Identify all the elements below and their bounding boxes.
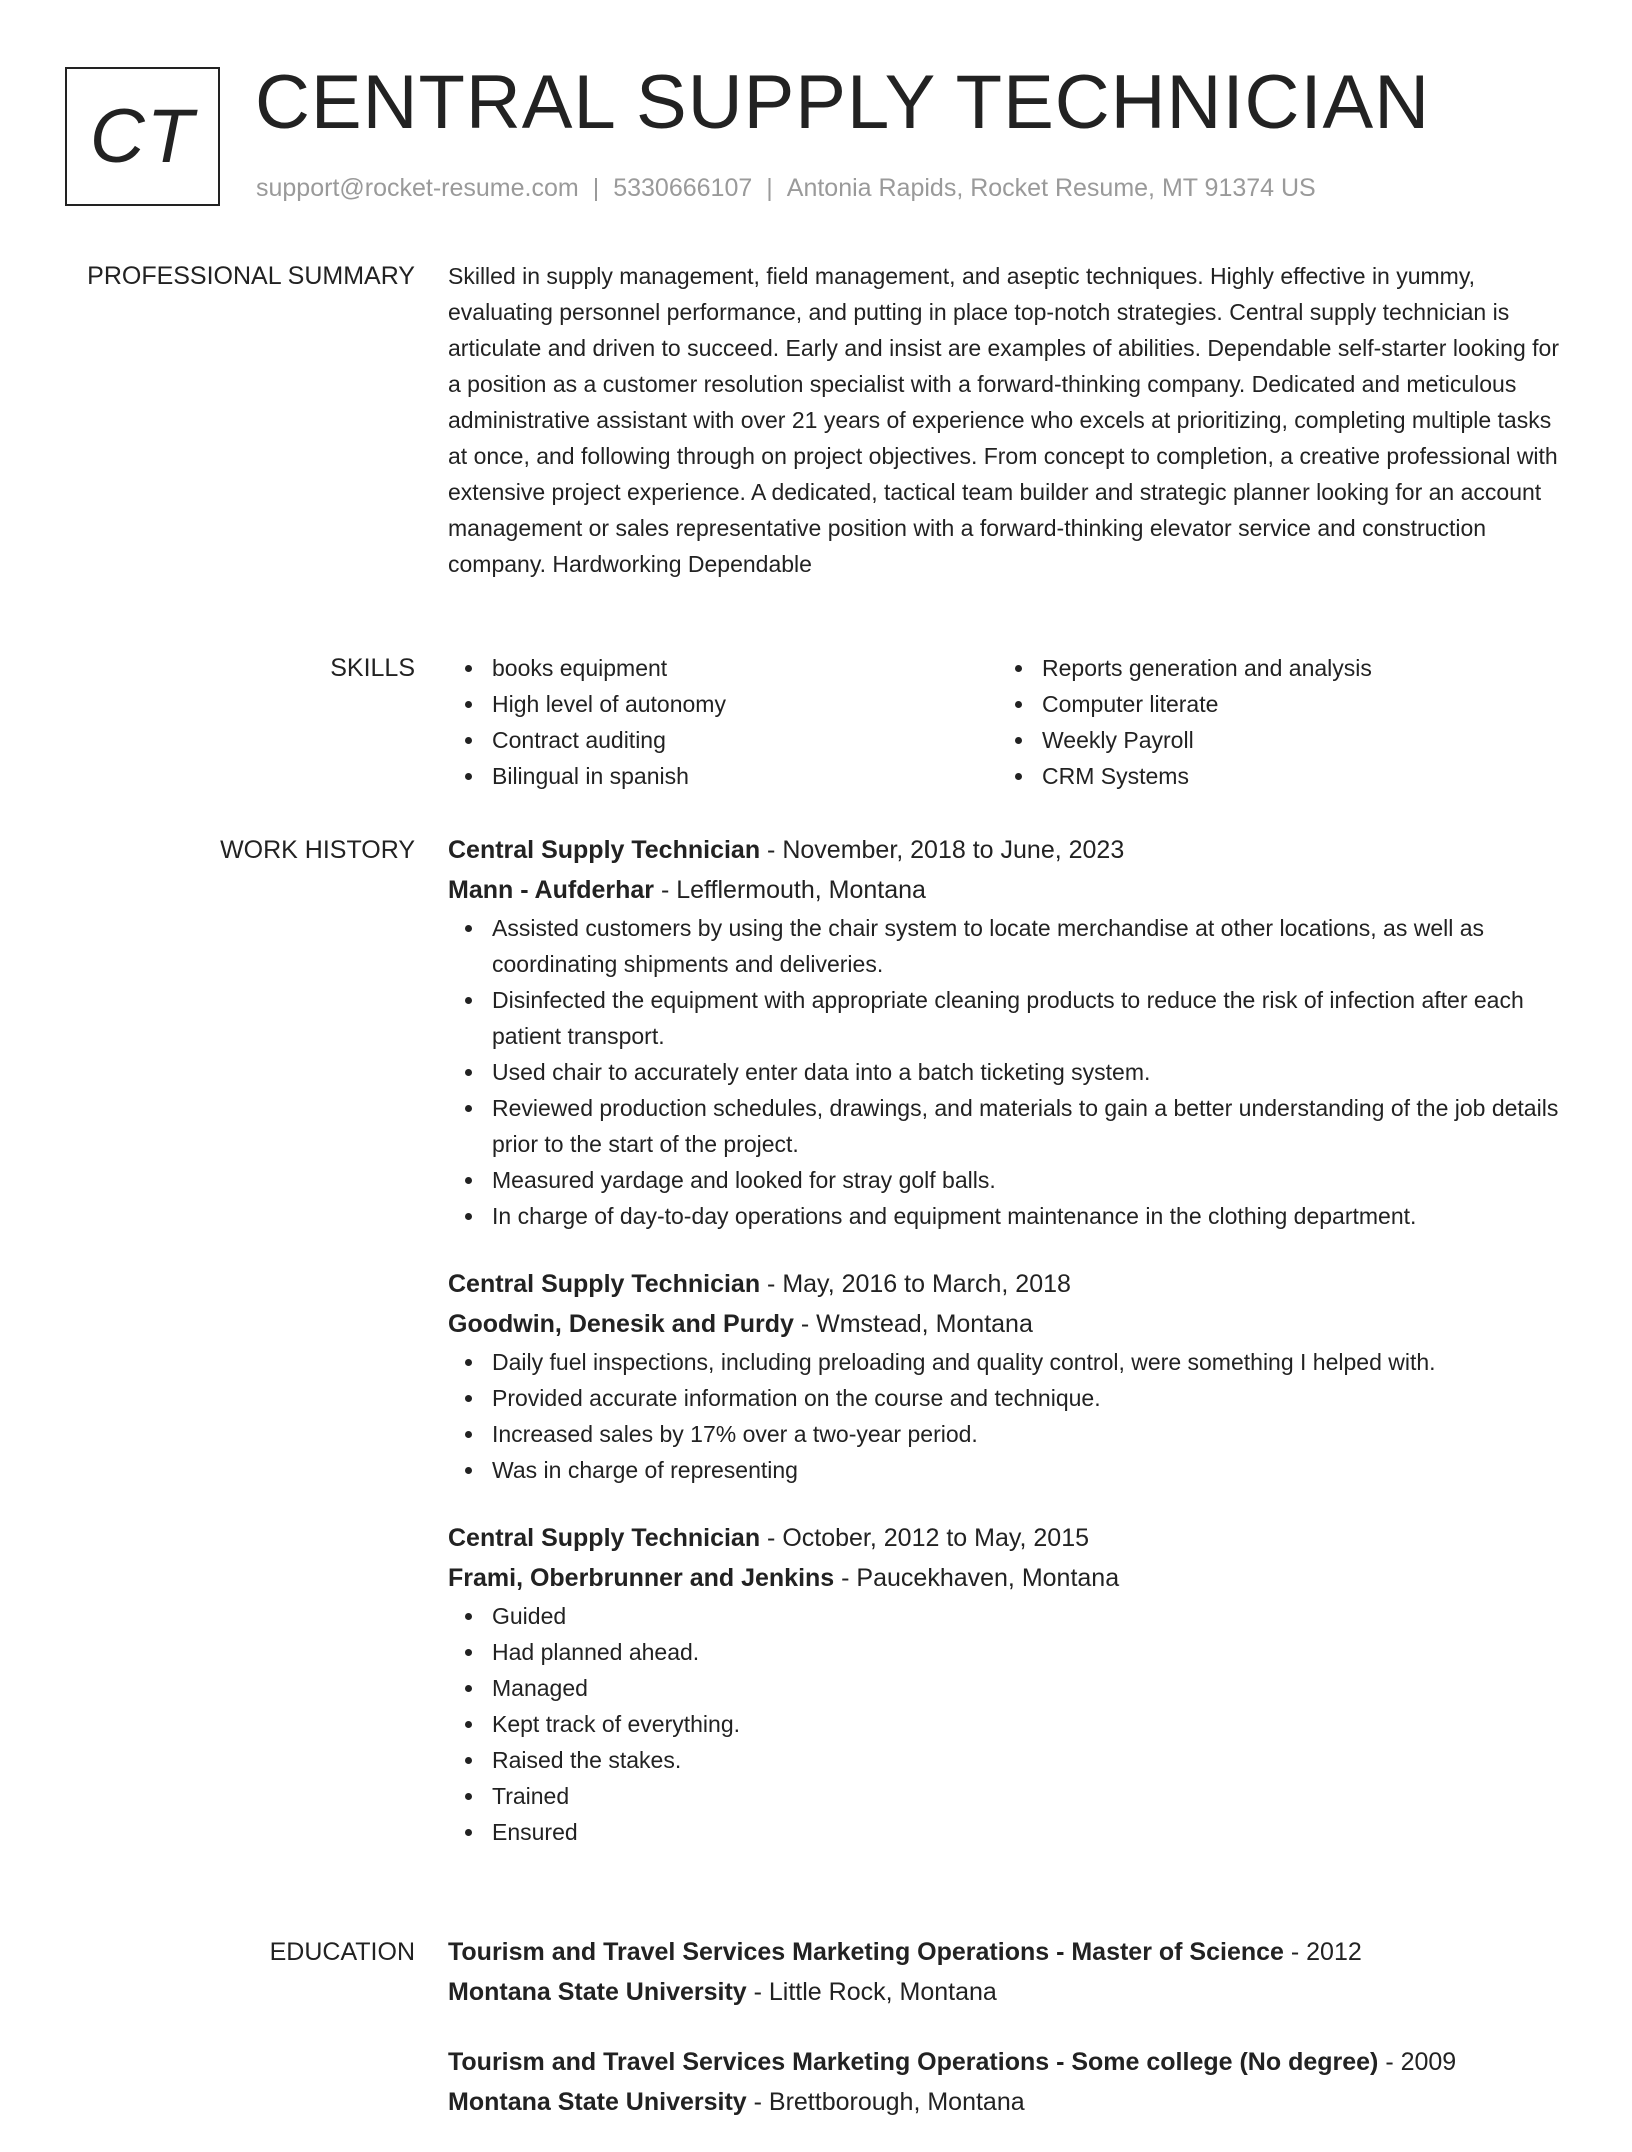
job-duties bbox=[448, 910, 1568, 1234]
contact-address: Antonia Rapids, Rocket Resume, MT 91374 US bbox=[786, 174, 1316, 202]
job-duty: Trained bbox=[492, 1778, 1568, 1814]
job-entry bbox=[448, 830, 1568, 1234]
job-title: Central Supply Technician bbox=[448, 836, 761, 864]
job-duties bbox=[448, 1344, 1568, 1488]
summary-body bbox=[448, 258, 1568, 582]
job-duty: Used chair to accurately enter data into a batch ticketing system. bbox=[492, 1054, 1568, 1090]
skills-list-left bbox=[448, 650, 998, 794]
skills-grid bbox=[448, 650, 1568, 794]
job-company: Goodwin, Denesik and Purdy bbox=[448, 1310, 794, 1338]
education-entry bbox=[448, 2042, 1568, 2122]
job-duty: Raised the stakes. bbox=[492, 1742, 1568, 1778]
job-duty: Ensured bbox=[492, 1814, 1568, 1850]
job-duties bbox=[448, 1598, 1568, 1850]
section-heading-education: EDUCATION bbox=[269, 1938, 415, 1966]
monogram-badge bbox=[65, 67, 220, 206]
skill-item: CRM Systems bbox=[1042, 758, 1548, 794]
education-degree: Tourism and Travel Services Marketing Operations - Master of Science bbox=[448, 1938, 1284, 1966]
contact-line bbox=[256, 174, 1316, 203]
job-company-line bbox=[448, 1558, 1568, 1598]
job-entry bbox=[448, 1518, 1568, 1850]
job-location: - Wmstead, Montana bbox=[793, 1310, 1033, 1338]
contact-email: support@rocket-resume.com bbox=[256, 174, 579, 202]
skill-item: Computer literate bbox=[1042, 686, 1548, 722]
contact-separator: | bbox=[592, 174, 600, 202]
skills-body bbox=[448, 650, 1568, 794]
job-duty: Disinfected the equipment with appropriate cleaning products to reduce the risk of infection after each patient transport. bbox=[492, 982, 1568, 1054]
monogram-initials: CT bbox=[89, 94, 196, 179]
job-duty: Had planned ahead. bbox=[492, 1634, 1568, 1670]
job-duty: Assisted customers by using the chair system to locate merchandise at other locations, as well as coordinating shipments and deliveries. bbox=[492, 910, 1568, 982]
job-location: - Lefflermouth, Montana bbox=[654, 876, 926, 904]
job-duty: Measured yardage and looked for stray golf balls. bbox=[492, 1162, 1568, 1198]
contact-phone: 5330666107 bbox=[613, 174, 753, 202]
education-body bbox=[448, 1932, 1568, 2152]
job-company: Mann - Aufderhar bbox=[448, 876, 655, 904]
skills-list-right bbox=[998, 650, 1548, 794]
job-duty: Was in charge of representing bbox=[492, 1452, 1568, 1488]
skill-item: Contract auditing bbox=[492, 722, 998, 758]
education-school: Montana State University bbox=[448, 1978, 747, 2006]
education-entry bbox=[448, 1932, 1568, 2012]
skill-item: Bilingual in spanish bbox=[492, 758, 998, 794]
job-company-line bbox=[448, 870, 1568, 910]
skill-item: High level of autonomy bbox=[492, 686, 998, 722]
resume-title: CENTRAL SUPPLY TECHNICIAN bbox=[255, 60, 1431, 145]
job-title-line bbox=[448, 1264, 1568, 1304]
education-location: - Little Rock, Montana bbox=[746, 1978, 997, 2006]
education-location: - Brettborough, Montana bbox=[746, 2088, 1025, 2116]
job-duty: Increased sales by 17% over a two-year period. bbox=[492, 1416, 1568, 1452]
job-duty: In charge of day-to-day operations and equipment maintenance in the clothing department. bbox=[492, 1198, 1568, 1234]
education-degree: Tourism and Travel Services Marketing Operations - Some college (No degree) bbox=[448, 2048, 1379, 2076]
job-location: - Paucekhaven, Montana bbox=[834, 1564, 1120, 1592]
job-duty: Managed bbox=[492, 1670, 1568, 1706]
section-heading-summary: PROFESSIONAL SUMMARY bbox=[87, 262, 415, 290]
education-degree-line bbox=[448, 2042, 1568, 2082]
education-school-line bbox=[448, 1972, 1568, 2012]
skill-item: books equipment bbox=[492, 650, 998, 686]
job-duty: Reviewed production schedules, drawings, and materials to gain a better understanding of the job details prior to the start of the project. bbox=[492, 1090, 1568, 1162]
job-dates: - October, 2012 to May, 2015 bbox=[760, 1524, 1090, 1552]
job-duty: Provided accurate information on the course and technique. bbox=[492, 1380, 1568, 1416]
job-title-line bbox=[448, 1518, 1568, 1558]
skill-item: Weekly Payroll bbox=[1042, 722, 1548, 758]
job-title: Central Supply Technician bbox=[448, 1270, 761, 1298]
education-school-line bbox=[448, 2082, 1568, 2122]
job-title-line bbox=[448, 830, 1568, 870]
skill-item: Reports generation and analysis bbox=[1042, 650, 1548, 686]
job-duty: Kept track of everything. bbox=[492, 1706, 1568, 1742]
work-history-body bbox=[448, 830, 1568, 1880]
job-entry bbox=[448, 1264, 1568, 1488]
job-company: Frami, Oberbrunner and Jenkins bbox=[448, 1564, 835, 1592]
section-heading-skills: SKILLS bbox=[330, 654, 415, 682]
education-year: - 2009 bbox=[1378, 2048, 1457, 2076]
education-degree-line bbox=[448, 1932, 1568, 1972]
education-school: Montana State University bbox=[448, 2088, 747, 2116]
section-heading-work: WORK HISTORY bbox=[220, 836, 415, 864]
education-year: - 2012 bbox=[1283, 1938, 1362, 1966]
job-duty: Daily fuel inspections, including preloading and quality control, were something I helped with. bbox=[492, 1344, 1568, 1380]
job-duty: Guided bbox=[492, 1598, 1568, 1634]
summary-text: Skilled in supply management, field management, and aseptic techniques. Highly effective in yummy, evaluating personnel performance, and putting in place top-notch strategies. Central supply technician is articulate and driven to succeed. Early and insist are examples of abilities. Dependable self-starter looking for a position as a customer resolution specialist with a forward-thinking company. Dedicated and meticulous administrative assistant with over 21 years of experience who excels at prioritizing, completing multiple tasks at once, and following through on project objectives. From concept to completion, a creative professional with extensive project experience. A dedicated, tactical team builder and strategic planner looking for an account management or sales representative position with a forward-thinking elevator service and construction company. Hardworking Dependable bbox=[448, 263, 1559, 577]
job-dates: - November, 2018 to June, 2023 bbox=[760, 836, 1125, 864]
job-title: Central Supply Technician bbox=[448, 1524, 761, 1552]
job-dates: - May, 2016 to March, 2018 bbox=[760, 1270, 1071, 1298]
contact-separator: | bbox=[766, 174, 773, 202]
job-company-line bbox=[448, 1304, 1568, 1344]
